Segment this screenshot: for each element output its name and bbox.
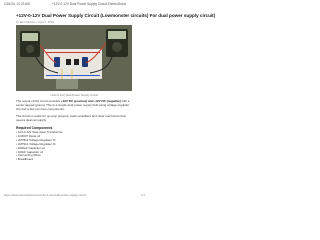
article-meta: by ElectroDuino • April 2, 2023 xyxy=(16,20,54,24)
article-title: +12V-0-12V Dual Power Supply Circuit (Lowmonster circuits) For dual power supply circuit) xyxy=(16,13,216,18)
intro-text-start: The output of this circuit provides xyxy=(16,99,61,103)
intro-paragraph xyxy=(16,99,132,111)
image-caption: +12V-0-12V Dual Power Supply Circuit xyxy=(49,93,99,97)
list-item: • Breadboard xyxy=(16,158,132,162)
components-list xyxy=(16,131,132,162)
list-item: • LM7912 Voltage Regulator IC xyxy=(16,143,132,147)
list-item: • 12V-0-12V Step-down Transformer xyxy=(16,131,132,135)
list-item: • LM7812 Voltage Regulator IC xyxy=(16,139,132,143)
list-item: • 100nF Capacitor x2 xyxy=(16,151,132,155)
breadboard-photo-illustration xyxy=(16,25,132,91)
intro-text-bold: +12V DC (positive) and -12V DC (negative) xyxy=(60,99,121,103)
print-tab-title: +12V-0-12V Dual Power Supply Circuit-ElectroDuino xyxy=(52,2,127,6)
page-number: 1/7 xyxy=(141,193,145,197)
components-heading: Required Components xyxy=(16,126,53,130)
circuit-photo xyxy=(16,25,132,91)
print-header xyxy=(0,0,149,8)
list-item: • 1N4007 Diode x4 xyxy=(16,135,132,139)
print-date: 1/18/24, 10:23 AM xyxy=(4,2,30,6)
print-footer xyxy=(0,191,149,198)
page-url: https://www.electroduino.com/12v-0-12v-dual-power-supply-circuit/ xyxy=(4,193,87,197)
intro-text-end: with a center tapped ground. This is a simple dual power supply built using voltage regulator ICs and a few common components. xyxy=(16,99,130,111)
second-paragraph: The circuit is useful for op-amp projects, audio amplifiers and other electronics that need a dual rail supply. xyxy=(16,114,126,122)
list-item: • 2200µF Capacitor x2 xyxy=(16,147,132,151)
list-item: • Connecting Wires xyxy=(16,154,132,158)
